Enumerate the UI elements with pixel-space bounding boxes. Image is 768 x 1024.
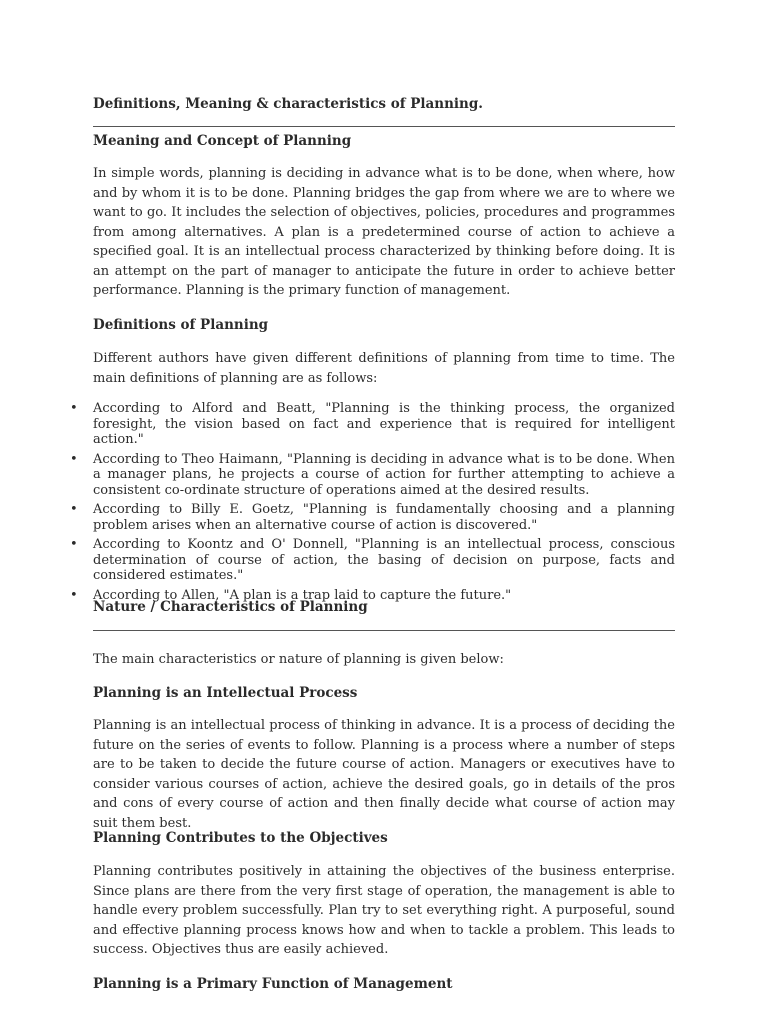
list-item (70, 401, 675, 448)
bullet-icon: • (70, 401, 78, 416)
objectives-heading: Planning Contributes to the Objectives (93, 830, 388, 846)
definitions-list (70, 401, 675, 603)
primary-function-heading: Planning is a Primary Function of Management (93, 976, 453, 992)
bullet-icon: • (70, 537, 78, 552)
bullet-icon: • (70, 587, 78, 603)
list-item-text: According to Koontz and O' Donnell, "Planning is an intellectual process, conscious determination of course of action, the basing of decision on purpose, facts and considered estimates." (93, 537, 675, 583)
definitions-heading: Definitions of Planning (93, 317, 269, 333)
document-title: Definitions, Meaning & characteristics of Planning. (93, 96, 483, 112)
bullet-icon: • (70, 451, 78, 467)
list-item (70, 451, 675, 499)
nature-intro: The main characteristics or nature of planning is given below: (93, 652, 504, 667)
list-item-text: According to Theo Haimann, "Planning is deciding in advance what is to be done. When a manager plans, he projects a course of action for further attempting to achieve a consistent co-ordinate structure of operations aimed at the desired results. (93, 451, 675, 498)
list-item (70, 537, 675, 584)
title-divider (93, 126, 675, 127)
meaning-heading: Meaning and Concept of Planning (93, 133, 352, 149)
list-item-text: According to Alford and Beatt, "Planning is the thinking process, the organized foresight, the vision based on fact and experience that is required for intelligent action." (93, 401, 675, 447)
list-item-text: According to Allen, "A plan is a trap laid to capture the future." (93, 587, 512, 603)
bullet-icon: • (70, 502, 78, 517)
list-item-text: According to Billy E. Goetz, "Planning is fundamentally choosing and a planning problem arises when an alternative course of action is discovered." (93, 502, 675, 533)
nature-divider (93, 630, 675, 631)
intellectual-process-heading: Planning is an Intellectual Process (93, 685, 358, 701)
definitions-intro: Different authors have given different definitions of planning from time to time. The main definitions of planning are as follows: (93, 351, 675, 386)
objectives-paragraph: Planning contributes positively in attaining the objectives of the business enterprise. Since plans are there from the very first stage of operation, the management is able to handle every problem successfully. Plan try to set everything right. A purposeful, sound and effective planning process knows how and when to tackle a problem. This leads to success. Objectives thus are easily achieved. (93, 864, 675, 957)
list-item (70, 502, 675, 533)
intellectual-process-paragraph: Planning is an intellectual process of thinking in advance. It is a process of deciding the future on the series of events to follow. Planning is a process where a number of steps are to be taken to decide the future course of action. Managers or executives have to consider various courses of action, achieve the desired goals, go in details of the pros and cons of every course of action and then finally decide what course of action may suit them best. (93, 718, 675, 831)
meaning-paragraph: In simple words, planning is deciding in advance what is to be done, when where, how and by whom it is to be done. Planning bridges the gap from where we are to where we want to go. It includes the selection of objectives, policies, procedures and programmes from among alternatives. A plan is a predetermined course of action to achieve a specified goal. It is an intellectual process characterized by thinking before doing. It is an attempt on the part of manager to anticipate the future in order to achieve better performance. Planning is the primary function of management. (93, 166, 675, 298)
nature-heading: Nature / Characteristics of Planning (93, 599, 368, 615)
